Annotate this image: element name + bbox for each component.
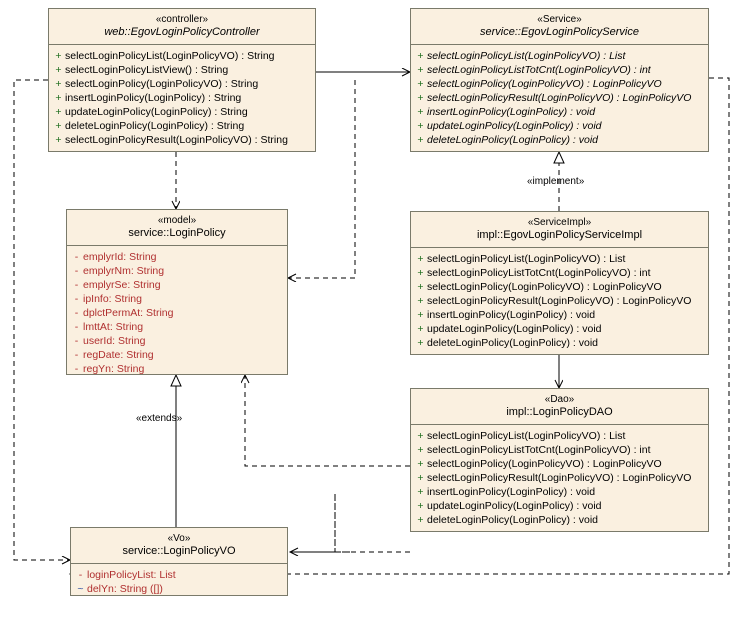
visibility-marker: - [74, 335, 79, 347]
class-operations [411, 425, 708, 532]
class-header [49, 9, 315, 44]
class-member [414, 91, 705, 105]
member-text: selectLoginPolicyListTotCnt(LoginPolicyVO) : int [427, 444, 651, 456]
class-member [70, 278, 284, 292]
visibility-marker: + [417, 281, 424, 293]
class-name: service::LoginPolicy [128, 227, 226, 239]
visibility-marker: + [417, 106, 424, 118]
member-text: updateLoginPolicy(LoginPolicy) : void [427, 500, 602, 512]
member-text: selectLoginPolicyResult(LoginPolicyVO) : LoginPolicyVO [427, 92, 692, 104]
class-name: impl::EgovLoginPolicyServiceImpl [476, 229, 643, 241]
visibility-marker: + [55, 64, 62, 76]
visibility-marker: + [417, 486, 424, 498]
class-member [52, 105, 312, 119]
visibility-marker: + [417, 50, 424, 62]
visibility-marker: - [74, 321, 79, 333]
class-member [70, 320, 284, 334]
member-text: deleteLoginPolicy(LoginPolicy) : void [427, 337, 599, 349]
class-box-service[interactable] [410, 8, 709, 152]
member-text: selectLoginPolicy(LoginPolicyVO) : String [65, 78, 259, 90]
member-text: selectLoginPolicyListView() : String [65, 64, 229, 76]
class-member [414, 266, 705, 280]
member-text: emplyrId: String [83, 251, 157, 263]
visibility-marker: - [74, 251, 79, 263]
class-member [414, 119, 705, 133]
member-text: regDate: String [83, 349, 154, 361]
member-text: updateLoginPolicy(LoginPolicy) : String [65, 106, 248, 118]
class-member [414, 252, 705, 266]
member-text: updateLoginPolicy(LoginPolicy) : void [427, 120, 602, 132]
visibility-marker: + [417, 295, 424, 307]
visibility-marker: + [417, 120, 424, 132]
class-member [414, 105, 705, 119]
class-member [52, 49, 312, 63]
class-name: service::LoginPolicyVO [122, 545, 236, 557]
visibility-marker: + [417, 458, 424, 470]
class-member [414, 280, 705, 294]
member-text: deleteLoginPolicy(LoginPolicy) : void [427, 514, 599, 526]
class-member [414, 513, 705, 527]
class-operations [411, 45, 708, 152]
visibility-marker: + [417, 78, 424, 90]
class-box-controller[interactable] [48, 8, 316, 152]
class-stereotype: «model» [157, 215, 197, 226]
member-text: insertLoginPolicy(LoginPolicy) : void [427, 106, 596, 118]
visibility-marker: + [417, 267, 424, 279]
class-member [414, 457, 705, 471]
edge-label-extends: «extends» [136, 413, 183, 424]
visibility-marker: + [55, 78, 62, 90]
member-text: deleteLoginPolicy(LoginPolicy) : String [65, 120, 245, 132]
class-member [414, 63, 705, 77]
class-member [414, 294, 705, 308]
class-box-service-impl[interactable] [410, 211, 709, 355]
member-text: selectLoginPolicy(LoginPolicyVO) : LoginPolicyVO [427, 458, 662, 470]
member-text: dplctPermAt: String [83, 307, 174, 319]
class-member [414, 308, 705, 322]
class-member [70, 264, 284, 278]
visibility-marker: + [417, 500, 424, 512]
member-text: selectLoginPolicyList(LoginPolicyVO) : List [427, 253, 626, 265]
visibility-marker: + [55, 120, 62, 132]
visibility-marker: - [74, 265, 79, 277]
class-operations [411, 248, 708, 355]
member-text: regYn: String [83, 363, 145, 375]
class-member [52, 119, 312, 133]
class-member [52, 77, 312, 91]
class-member [414, 485, 705, 499]
visibility-marker: + [417, 514, 424, 526]
class-stereotype: «Vo» [167, 533, 191, 544]
member-text: selectLoginPolicyList(LoginPolicyVO) : List [427, 430, 626, 442]
visibility-marker: - [74, 279, 79, 291]
member-text: selectLoginPolicyListTotCnt(LoginPolicyVO) : int [427, 267, 651, 279]
class-stereotype: «controller» [155, 14, 209, 25]
class-name: impl::LoginPolicyDAO [506, 406, 613, 418]
edge-label-implement: «implement» [527, 176, 585, 187]
class-member [414, 429, 705, 443]
class-member [52, 63, 312, 77]
class-member [414, 443, 705, 457]
member-text: userId: String [83, 335, 146, 347]
visibility-marker: + [55, 50, 62, 62]
member-text: selectLoginPolicyResult(LoginPolicyVO) : LoginPolicyVO [427, 295, 692, 307]
class-member [70, 334, 284, 348]
class-header [67, 210, 287, 245]
class-header [411, 389, 708, 424]
class-header [411, 212, 708, 247]
member-text: delYn: String ([]) [87, 583, 163, 595]
class-name: web::EgovLoginPolicyController [104, 26, 260, 38]
visibility-marker: + [55, 92, 62, 104]
class-member [74, 568, 284, 582]
visibility-marker: ~ [77, 583, 84, 595]
class-member [70, 348, 284, 362]
class-member [414, 49, 705, 63]
visibility-marker: + [417, 92, 424, 104]
visibility-marker: + [417, 64, 424, 76]
class-member [52, 91, 312, 105]
class-member [74, 582, 284, 596]
member-text: emplyrNm: String [83, 265, 165, 277]
member-text: selectLoginPolicy(LoginPolicyVO) : LoginPolicyVO [427, 78, 662, 90]
member-text: selectLoginPolicy(LoginPolicyVO) : LoginPolicyVO [427, 281, 662, 293]
class-member [70, 306, 284, 320]
class-header [411, 9, 708, 44]
member-text: selectLoginPolicyList(LoginPolicyVO) : List [427, 50, 626, 62]
class-member [70, 292, 284, 306]
member-text: lmttAt: String [83, 321, 144, 333]
class-header [71, 528, 287, 563]
visibility-marker: + [417, 323, 424, 335]
class-member [414, 322, 705, 336]
class-operations [49, 45, 315, 152]
member-text: insertLoginPolicy(LoginPolicy) : String [65, 92, 242, 104]
member-text: selectLoginPolicyResult(LoginPolicyVO) : LoginPolicyVO [427, 472, 692, 484]
member-text: emplyrSe: String [83, 279, 161, 291]
class-member [414, 471, 705, 485]
class-stereotype: «Service» [537, 14, 582, 25]
class-member [70, 250, 284, 264]
member-text: updateLoginPolicy(LoginPolicy) : void [427, 323, 602, 335]
class-member [70, 362, 284, 376]
visibility-marker: + [417, 444, 424, 456]
class-box-dao[interactable] [410, 388, 709, 532]
visibility-marker: + [417, 134, 424, 146]
class-stereotype: «Dao» [544, 394, 575, 405]
visibility-marker: + [417, 337, 424, 349]
visibility-marker: + [55, 106, 62, 118]
member-text: selectLoginPolicyList(LoginPolicyVO) : String [65, 50, 275, 62]
visibility-marker: + [55, 134, 62, 146]
class-member [414, 133, 705, 147]
member-text: ipInfo: String [83, 293, 142, 305]
class-member [414, 77, 705, 91]
visibility-marker: + [417, 472, 424, 484]
class-attributes [67, 246, 287, 381]
visibility-marker: + [417, 253, 424, 265]
visibility-marker: - [74, 363, 79, 375]
class-member [414, 499, 705, 513]
visibility-marker: + [417, 309, 424, 321]
member-text: selectLoginPolicyListTotCnt(LoginPolicyVO) : int [427, 64, 651, 76]
member-text: insertLoginPolicy(LoginPolicy) : void [427, 486, 596, 498]
visibility-marker: - [74, 293, 79, 305]
visibility-marker: - [74, 307, 79, 319]
class-attributes [71, 564, 287, 601]
visibility-marker: - [74, 349, 79, 361]
visibility-marker: + [417, 430, 424, 442]
class-box-model[interactable] [66, 209, 288, 375]
class-stereotype: «ServiceImpl» [527, 217, 592, 228]
member-text: loginPolicyList: List [87, 569, 176, 581]
class-name: service::EgovLoginPolicyService [480, 26, 639, 38]
visibility-marker: - [78, 569, 83, 581]
class-box-vo[interactable] [70, 527, 288, 596]
member-text: insertLoginPolicy(LoginPolicy) : void [427, 309, 596, 321]
class-member [414, 336, 705, 350]
class-member [52, 133, 312, 147]
member-text: deleteLoginPolicy(LoginPolicy) : void [427, 134, 599, 146]
member-text: selectLoginPolicyResult(LoginPolicyVO) : String [65, 134, 288, 146]
